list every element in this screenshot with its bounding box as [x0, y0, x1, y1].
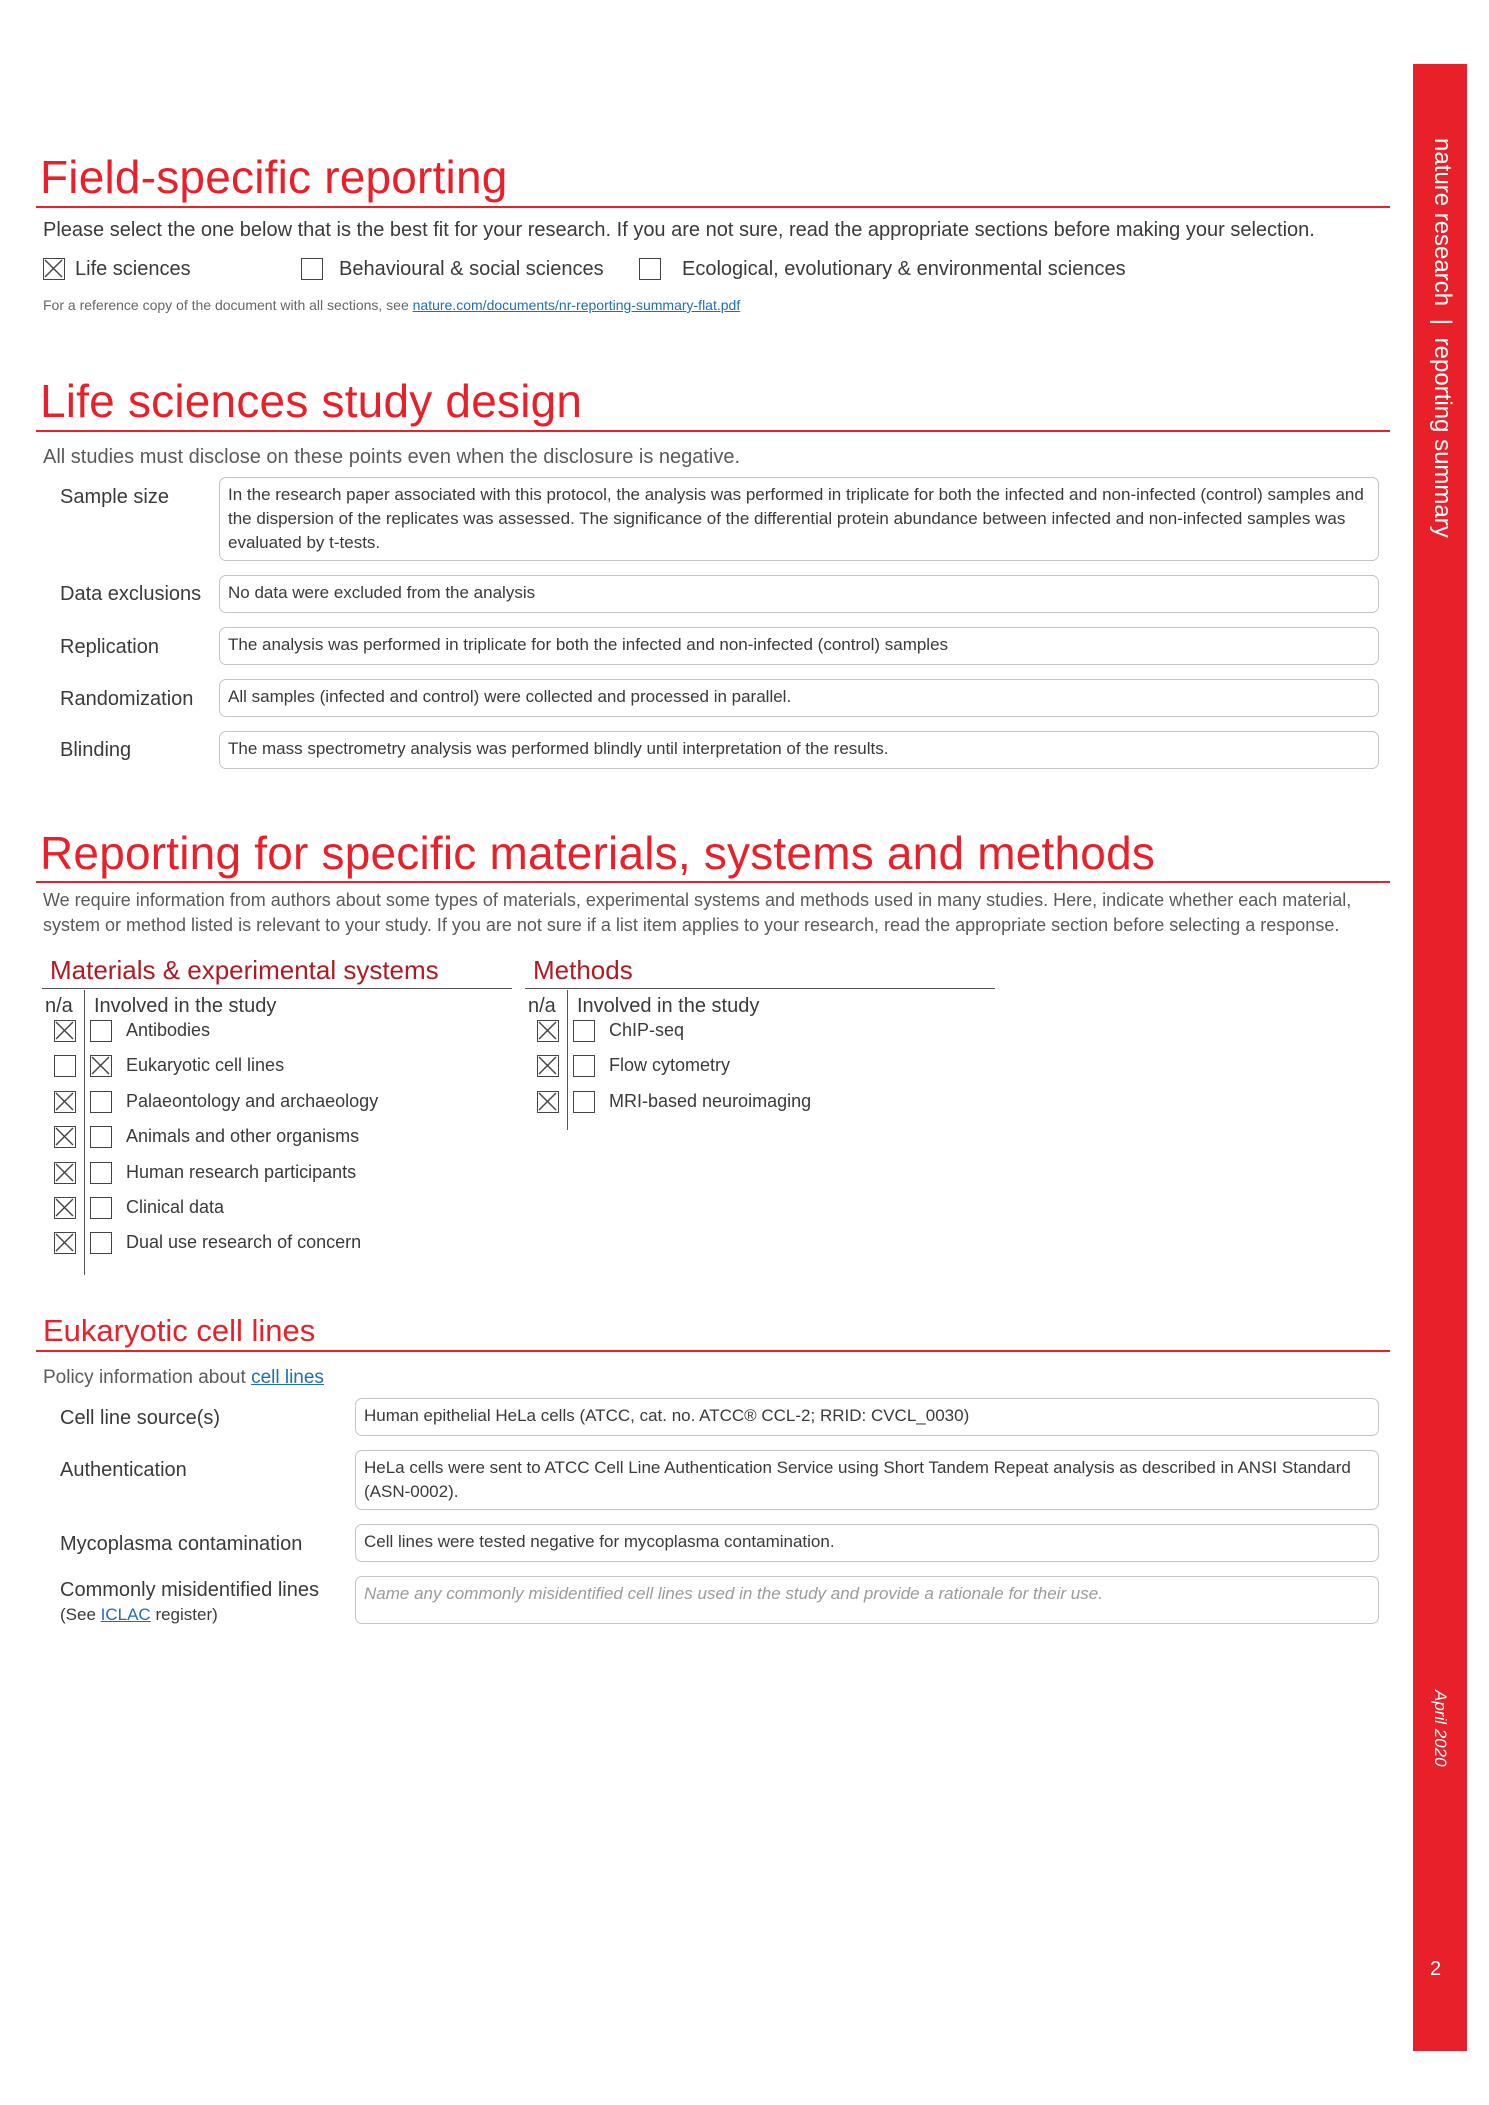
iclac-suffix: register) [150, 1605, 218, 1624]
involved-checkbox[interactable] [90, 1020, 112, 1042]
na-checkbox[interactable] [54, 1162, 76, 1184]
list-item-label: Palaeontology and archaeology [126, 1090, 379, 1111]
option-label-ecological: Ecological, evolutionary & environmental sciences [682, 258, 1126, 280]
randomization-field[interactable]: All samples (infected and control) were collected and processed in parallel. [219, 679, 1379, 717]
na-checkbox[interactable] [54, 1091, 76, 1113]
list-item-label: Dual use research of concern [126, 1232, 362, 1253]
section-rule [36, 430, 1390, 432]
checked-x-icon [55, 1127, 74, 1146]
involved-checkbox[interactable] [573, 1055, 595, 1077]
methods-heading: Methods [533, 955, 633, 985]
data-exclusions-field[interactable]: No data were excluded from the analysis [219, 575, 1379, 613]
methods-col-na: n/a [528, 995, 556, 1017]
row-label-data-exclusions: Data exclusions [60, 583, 202, 605]
experimental-heading: Materials & experimental systems [50, 955, 439, 985]
sidebar-brand-right: reporting summary [1429, 337, 1456, 538]
involved-checkbox[interactable] [573, 1091, 595, 1113]
row-label-authentication: Authentication [60, 1459, 187, 1481]
life-sciences-checkbox[interactable] [43, 258, 65, 280]
na-checkbox[interactable] [537, 1020, 559, 1042]
page-number: 2 [1430, 1958, 1442, 1980]
na-checkbox[interactable] [54, 1020, 76, 1042]
sample-size-field[interactable]: In the research paper associated with this protocol, the analysis was performed in triplicate for both the infected and non-infected (control) samples and the dispersion of the replicates was assessed. The significance of the differential protein abundance between infected and non-infected samples was evaluated by t-tests. [219, 477, 1379, 561]
list-item-label: Eukaryotic cell lines [126, 1055, 285, 1076]
experimental-col-na: n/a [45, 995, 73, 1017]
involved-checkbox[interactable] [90, 1126, 112, 1148]
experimental-column-divider [84, 990, 85, 1275]
mycoplasma-field[interactable]: Cell lines were tested negative for mycoplasma contamination. [355, 1524, 1379, 1562]
list-item-label: Animals and other organisms [126, 1126, 360, 1147]
option-label-behavioural: Behavioural & social sciences [339, 258, 604, 280]
checked-x-icon [538, 1021, 557, 1040]
option-label-life-sciences: Life sciences [75, 258, 191, 280]
iclac-link[interactable]: ICLAC [100, 1605, 151, 1624]
checked-x-icon [55, 1233, 74, 1252]
policy-prefix: Policy information about [43, 1367, 252, 1388]
involved-checkbox[interactable] [90, 1055, 112, 1077]
reference-prefix: For a reference copy of the document with all sections, see [43, 297, 413, 313]
involved-checkbox[interactable] [90, 1162, 112, 1184]
sidebar-date: April 2020 [1431, 1690, 1450, 1767]
involved-checkbox[interactable] [573, 1020, 595, 1042]
reference-note [43, 297, 740, 313]
sidebar-brand [1428, 138, 1456, 538]
row-label-sample-size: Sample size [60, 486, 169, 508]
sidebar-brand-left: nature research [1429, 138, 1456, 307]
row-label-cell-line-source: Cell line source(s) [60, 1407, 221, 1429]
ecological-checkbox[interactable] [639, 258, 661, 280]
field-instruction: Please select the one below that is the best fit for your research. If you are not sure, read the appropriate sections before making your selection. [43, 219, 1315, 241]
involved-checkbox[interactable] [90, 1197, 112, 1219]
checked-x-icon [538, 1056, 557, 1075]
row-label-randomization: Randomization [60, 688, 194, 710]
cell-line-source-field[interactable]: Human epithelial HeLa cells (ATCC, cat. no. ATCC® CCL-2; RRID: CVCL_0030) [355, 1398, 1379, 1436]
section-title-materials: Reporting for specific materials, systems and methods [40, 827, 1156, 879]
materials-intro: We require information from authors about some types of materials, experimental systems and methods used in many studies. Here, indicate whether each material, system or method listed is relevant to your study. If you are not sure if a list item applies to your research, read the appropriate section before selecting a response. [43, 890, 1352, 935]
na-checkbox[interactable] [537, 1091, 559, 1113]
na-checkbox[interactable] [54, 1197, 76, 1219]
section-rule [36, 206, 1390, 208]
iclac-note [60, 1605, 218, 1625]
na-checkbox[interactable] [54, 1055, 76, 1077]
section-rule [36, 881, 1390, 883]
row-label-replication: Replication [60, 636, 159, 658]
involved-checkbox[interactable] [90, 1232, 112, 1254]
checked-x-icon [538, 1092, 557, 1111]
row-label-blinding: Blinding [60, 739, 132, 761]
list-item-label: Antibodies [126, 1020, 211, 1040]
checked-x-icon [55, 1163, 74, 1182]
list-item-label: Clinical data [126, 1197, 225, 1217]
cell-lines-policy-link[interactable]: cell lines [251, 1367, 324, 1388]
list-item-label: ChIP-seq [609, 1020, 685, 1040]
row-label-misidentified: Commonly misidentified lines [60, 1579, 319, 1601]
sidebar-separator: | [1429, 318, 1456, 325]
row-label-mycoplasma: Mycoplasma contamination [60, 1533, 303, 1555]
iclac-prefix: (See [60, 1605, 101, 1624]
list-item-label: Human research participants [126, 1161, 357, 1182]
blinding-field[interactable]: The mass spectrometry analysis was performed blindly until interpretation of the results. [219, 731, 1379, 769]
na-checkbox[interactable] [54, 1232, 76, 1254]
checked-x-icon [55, 1092, 74, 1111]
replication-field[interactable]: The analysis was performed in triplicate for both the infected and non-infected (control) samples [219, 627, 1379, 665]
methods-col-involved: Involved in the study [577, 995, 760, 1017]
checked-x-icon [44, 259, 63, 278]
list-item-label: Flow cytometry [609, 1055, 731, 1076]
na-checkbox[interactable] [54, 1126, 76, 1148]
policy-info [43, 1367, 324, 1389]
misidentified-lines-field[interactable]: Name any commonly misidentified cell lines used in the study and provide a rationale for their use. [355, 1576, 1379, 1624]
study-design-intro: All studies must disclose on these points even when the disclosure is negative. [43, 446, 741, 468]
behavioural-social-checkbox[interactable] [301, 258, 323, 280]
involved-checkbox[interactable] [90, 1091, 112, 1113]
section-title-study-design: Life sciences study design [40, 375, 583, 427]
experimental-heading-rule [42, 988, 512, 989]
checked-x-icon [55, 1021, 74, 1040]
methods-heading-rule [525, 988, 995, 989]
list-item-label: MRI-based neuroimaging [609, 1090, 812, 1111]
section-title-field-specific: Field-specific reporting [40, 151, 508, 203]
reference-link[interactable]: nature.com/documents/nr-reporting-summary-flat.pdf [412, 297, 741, 313]
section-rule [36, 1350, 1390, 1352]
section-title-cell-lines: Eukaryotic cell lines [43, 1313, 316, 1348]
na-checkbox[interactable] [537, 1055, 559, 1077]
checked-x-icon [55, 1198, 74, 1217]
checked-x-icon [91, 1056, 110, 1075]
experimental-col-involved: Involved in the study [94, 995, 277, 1017]
authentication-field[interactable]: HeLa cells were sent to ATCC Cell Line Authentication Service using Short Tandem Repeat analysis as described in ANSI Standard (ASN-0002). [355, 1450, 1379, 1510]
methods-column-divider [567, 990, 568, 1130]
